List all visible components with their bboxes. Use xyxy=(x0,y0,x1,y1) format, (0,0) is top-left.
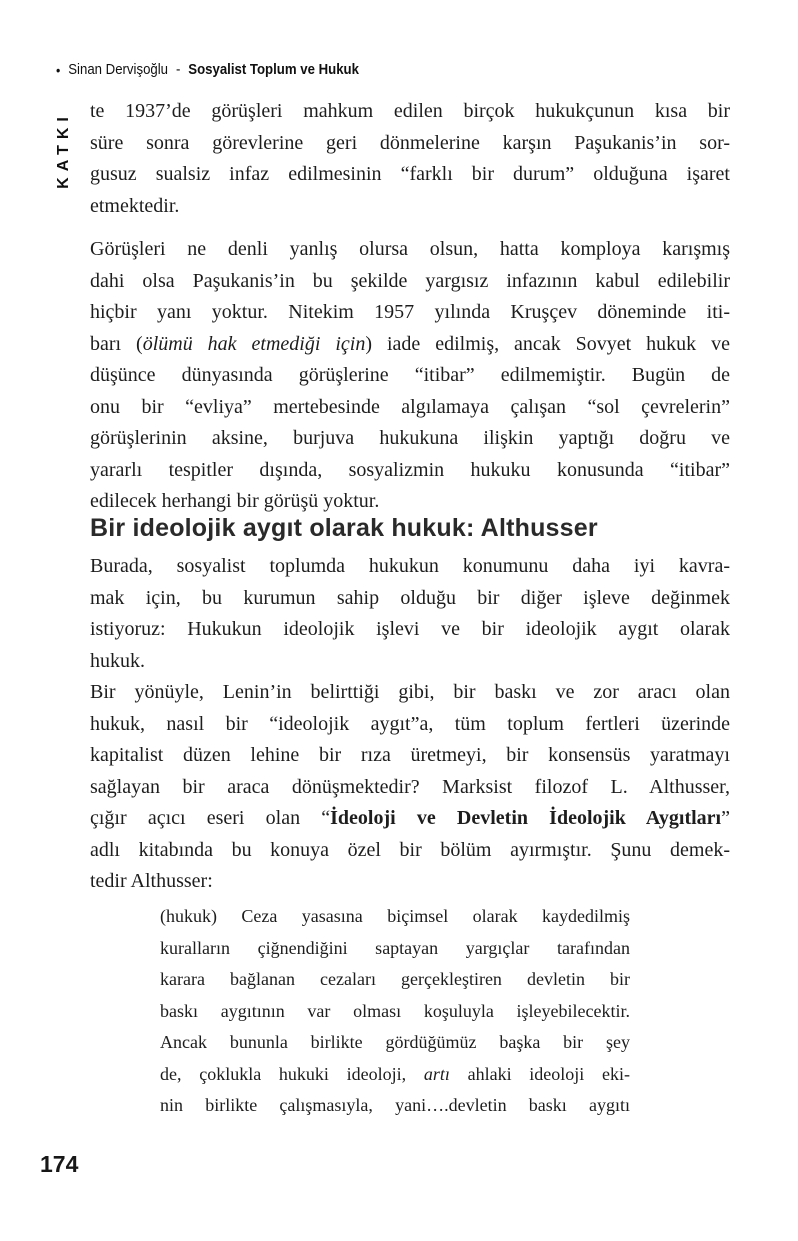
text-line: Ancak bununla birlikte gördüğümüz başka bir şey xyxy=(160,1032,630,1052)
text-segment-italic: artı xyxy=(423,1063,450,1084)
text-line: kuralların çiğnendiğini saptayan yargıçlar tarafından xyxy=(160,937,630,958)
text-line: hukuk. xyxy=(90,649,145,672)
text-line: te 1937’de görüşleri mahkum edilen birçok hukukçunun kısa bir xyxy=(90,100,730,122)
text-segment-bold: İdeoloji ve Devletin İdeolojik Aygıtları xyxy=(330,807,722,829)
text-line: düşünce dünyasında görüşlerine “itibar” edilmemiştir. Bugün de xyxy=(90,364,730,386)
text-segment: çığır açıcı eseri olan “ xyxy=(90,807,331,829)
text-line: mak için, bu kurumun sahip olduğu bir diğer işleve değinmek xyxy=(90,586,730,609)
text-line: yararlı tespitler dışında, sosyalizmin hukuku konusunda “itibar” xyxy=(90,458,730,481)
text-line: dahi olsa Paşukanis’in bu şekilde yargısız infazının kabul edilebilir xyxy=(90,269,730,292)
text-segment: ahlaki ideoloji eki- xyxy=(449,1063,630,1084)
block-quote xyxy=(160,901,630,1122)
page-number: 174 xyxy=(40,1151,79,1177)
text-segment-italic: ölümü hak etmediği için xyxy=(142,332,366,355)
header-separator: - xyxy=(175,61,181,78)
text-line: istiyoruz: Hukukun ideolojik işlevi ve bir ideolojik aygıt olarak xyxy=(90,618,730,640)
text-line: tedir Althusser: xyxy=(90,870,213,892)
text-line: etmektedir. xyxy=(90,194,180,217)
paragraph-3 xyxy=(90,551,730,677)
section-heading: Bir ideolojik aygıt olarak hukuk: Althusser xyxy=(90,514,598,542)
text-line: (hukuk) Ceza yasasına biçimsel olarak kaydedilmiş xyxy=(160,906,630,926)
text-line: hukuk, nasıl bir “ideolojik aygıt”a, tüm toplum fertleri üzerinde xyxy=(90,712,730,735)
text-line: süre sonra görevlerine geri dönmelerine karşın Paşukanis’in sor- xyxy=(90,131,730,154)
text-line: Burada, sosyalist toplumda hukukun konumunu daha iyi kavra- xyxy=(90,555,730,577)
spine-label: KATKI xyxy=(55,111,72,189)
text-line: hiçbir yanı yoktur. Nitekim 1957 yılında Kruşçev döneminde iti- xyxy=(90,301,730,323)
author-name: Sinan Dervişoğlu xyxy=(68,61,169,78)
text-line: adlı kitabında bu konuya özel bir bölüm ayırmıştır. Şunu demek- xyxy=(90,838,730,861)
text-line: Bir yönüyle, Lenin’in belirttiği gibi, bir baskı ve zor aracı olan xyxy=(90,681,730,703)
text-line: karara bağlanan cezaları gerçekleştiren devletin bir xyxy=(160,969,630,989)
text-line xyxy=(90,803,730,835)
bullet-icon: • xyxy=(56,61,61,78)
text-line xyxy=(90,329,730,361)
text-line: baskı aygıtının var olması koşuluyla işleyebilecektir. xyxy=(160,1000,630,1021)
text-segment: barı ( xyxy=(90,332,143,355)
paragraph-2 xyxy=(90,234,730,518)
text-line: gusuz sualsiz infaz edilmesinin “farklı bir durum” olduğuna işaret xyxy=(90,163,730,185)
text-line: sağlayan bir araca dönüşmektedir? Marksist filozof L. Althusser, xyxy=(90,775,730,798)
text-line: Görüşleri ne denli yanlış olursa olsun, hatta komploya karışmış xyxy=(90,238,730,260)
text-line: görüşlerinin aksine, burjuva hukukuna ilişkin yaptığı doğru ve xyxy=(90,427,730,449)
text-line: edilecek herhangi bir görüşü yoktur. xyxy=(90,490,380,512)
text-line: kapitalist düzen lehine bir rıza üretmeyi, bir konsensüs yaratmayı xyxy=(90,744,730,766)
text-segment: ” xyxy=(721,807,730,829)
running-header xyxy=(56,61,359,78)
text-line: nin birlikte çalışmasıyla, yani….devletin baskı aygıtı xyxy=(160,1095,630,1115)
text-line xyxy=(160,1059,630,1091)
text-line: onu bir “evliya” mertebesinde algılamaya çalışan “sol çevrelerin” xyxy=(90,395,730,418)
text-segment: ) iade edilmiş, ancak Sovyet hukuk ve xyxy=(365,332,730,355)
text-segment: de, çoklukla hukuki ideoloji, xyxy=(160,1063,424,1084)
paragraph-1 xyxy=(90,96,730,222)
paragraph-4 xyxy=(90,677,730,898)
book-title: Sosyalist Toplum ve Hukuk xyxy=(188,61,359,78)
